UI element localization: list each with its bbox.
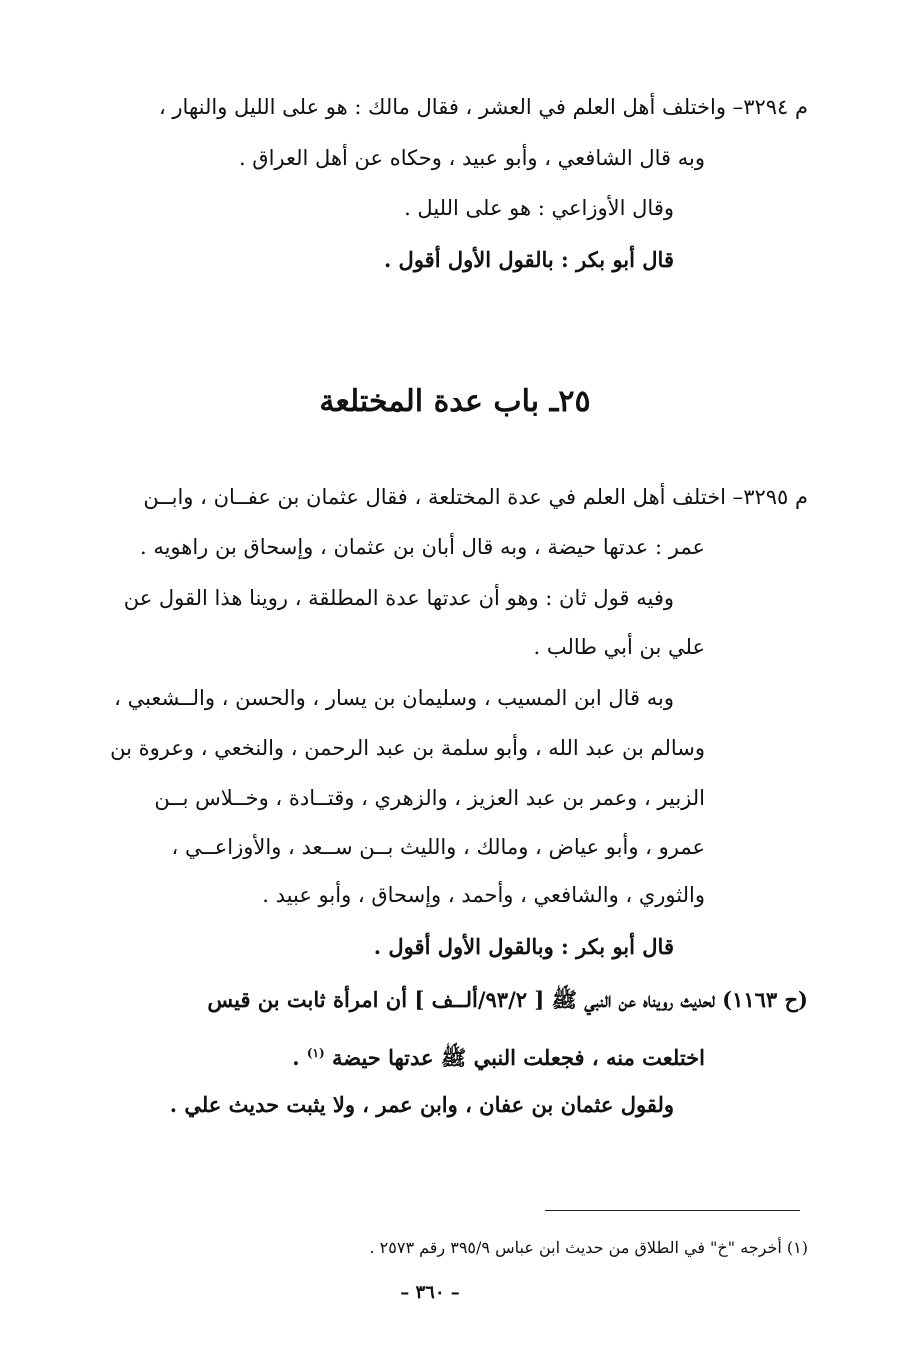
section-3295-line-7: الزبير ، وعمر بن عبد العزيز ، والزهري ، وقتــادة ، وخــلاس بــن <box>154 786 705 810</box>
section-3295-conclusion: قال أبو بكر : وبالقول الأول أقول . <box>373 934 674 959</box>
hadith-1163-line-3: ولقول عثمان بن عفان ، وابن عمر ، ولا يثبت حديث علي . <box>169 1092 674 1117</box>
chapter-heading: ٢٥ـ باب عدة المختلعة <box>319 384 591 419</box>
section-3295-line-2: عمر : عدتها حيضة ، وبه قال أبان بن عثمان ، وإسحاق بن راهويه . <box>139 535 705 559</box>
hadith-1163-line-1: (ح ١١٦٣) لحديث رويناه عن النبي ﷺ [ ٩٣/٢/ألــف ] أن امرأة ثابت بن قيس <box>207 987 808 1012</box>
section-3295-line-6: وسالم بن عبد الله ، وأبو سلمة بن عبد الرحمن ، والنخعي ، وعروة بن <box>110 736 705 760</box>
section-3294-conclusion: قال أبو بكر : بالقول الأول أقول . <box>383 247 674 272</box>
section-3295-line-9: والثوري ، والشافعي ، وأحمد ، وإسحاق ، وأبو عبيد . <box>262 883 705 907</box>
section-3295-line-3: وفيه قول ثان : وهو أن عدتها عدة المطلقة ، روينا هذا القول عن <box>123 586 674 610</box>
section-3295-line-1: م ٣٢٩٥– اختلف أهل العلم في عدة المختلعة ، فقال عثمان بن عفــان ، وابــن <box>143 485 808 509</box>
section-3294-line-1: م ٣٢٩٤– واختلف أهل العلم في العشر ، فقال مالك : هو على الليل والنهار ، <box>158 95 808 119</box>
page-number: – ٣٦٠ – <box>400 1282 460 1303</box>
hadith-1163-line-2-end: . <box>292 1045 307 1070</box>
section-3294-line-2: وبه قال الشافعي ، وأبو عبيد ، وحكاه عن أهل العراق . <box>238 146 705 170</box>
section-3295-line-8: عمرو ، وأبو عياض ، ومالك ، والليث بــن ســعد ، والأوزاعــي ، <box>171 835 705 859</box>
hadith-1163-line-2 <box>292 1038 705 1073</box>
section-3295-line-5: وبه قال ابن المسيب ، وسليمان بن يسار ، والحسن ، والــشعبي ، <box>114 686 674 710</box>
hadith-1163-line-2-text: اختلعت منه ، فجعلت النبي ﷺ عدتها حيضة <box>332 1045 705 1070</box>
footnote-separator <box>545 1210 800 1211</box>
section-3294-line-3: وقال الأوزاعي : هو على الليل . <box>404 196 674 220</box>
footnote-marker: (١) <box>306 1046 325 1060</box>
section-3295-line-4: علي بن أبي طالب . <box>533 635 705 659</box>
footnote-1: (١) أخرجه "خ" في الطلاق من حديث ابن عباس ٣٩٥/٩ رقم ٢٥٧٣ . <box>369 1238 808 1257</box>
